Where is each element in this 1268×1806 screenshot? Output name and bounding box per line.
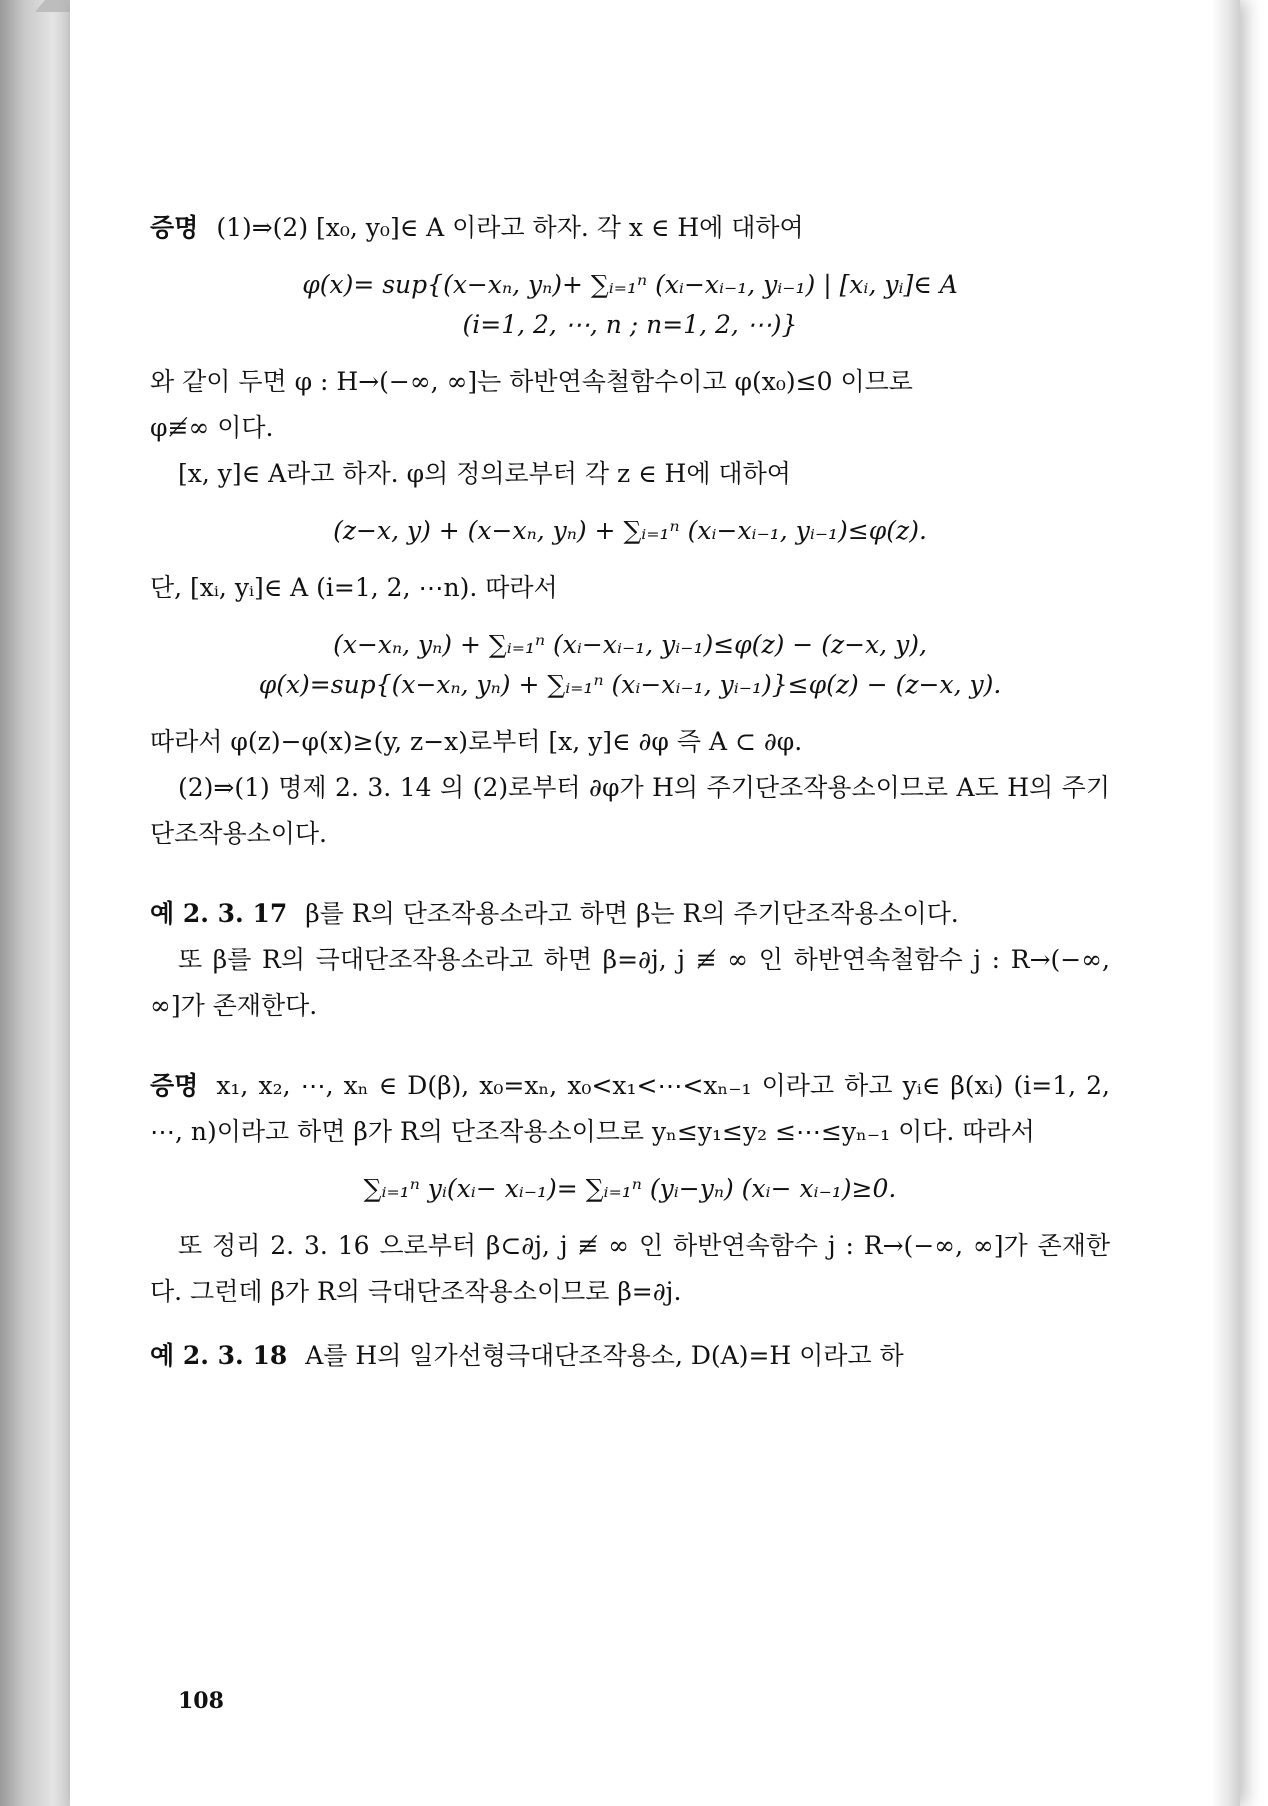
page-number: 108 <box>178 1688 224 1714</box>
equation-4-line: ∑ᵢ₌₁ⁿ yᵢ(xᵢ− xᵢ₋₁)= ∑ᵢ₌₁ⁿ (yᵢ−yₙ) (xᵢ− xᵢ₋₁)≥0. <box>363 1174 897 1203</box>
example17-label: 예 2. 3. 17 <box>150 899 288 928</box>
proof2-label: 증명 <box>150 1071 199 1100</box>
spacer <box>150 1029 1110 1063</box>
proof1-after-eq1 <box>150 359 1110 451</box>
proof1-intro-text: (1)⇒(2) [x₀, y₀]∈ A 이라고 하자. 각 x ∈ H에 대하여 <box>216 213 804 242</box>
proof2-text-1: x₁, x₂, ⋯, xₙ ∈ D(β), x₀=xₙ, x₀<x₁<⋯<xₙ₋₁ 이라고 하고 yᵢ∈ β(xᵢ) (i=1, 2, ⋯, n)이라고 하면 β가 R의 단조작용소이므로 yₙ≤y₁≤y₂ ≤⋯≤yₙ₋₁ 이다. 따라서 <box>150 1071 1110 1146</box>
example17-text-1: β를 R의 단조작용소라고 하면 β는 R의 주기단조작용소이다. <box>305 899 959 928</box>
example17-paragraph-2: 또 β를 R의 극대단조작용소라고 하면 β=∂j, j ≢ ∞ 인 하반연속철함수 j : R→(−∞, ∞]가 존재한다. <box>150 945 1110 1020</box>
proof1-after-eq1-a: 와 같이 두면 φ : H→(−∞, ∞]는 하반연속철함수이고 φ(x₀)≤0 이므로 <box>150 367 913 396</box>
equation-1-line-2: (i=1, 2, ⋯, n ; n=1, 2, ⋯)} <box>462 310 798 339</box>
proof1-paragraph-2: [x, y]∈ A라고 하자. φ의 정의로부터 각 z ∈ H에 대하여 <box>178 459 791 488</box>
example18-label: 예 2. 3. 18 <box>150 1341 288 1370</box>
proof2-paragraph-1 <box>150 1063 1110 1155</box>
equation-2-line: (z−x, y) + (x−xₙ, yₙ) + ∑ᵢ₌₁ⁿ (xᵢ−xᵢ₋₁, yᵢ₋₁)≤φ(z). <box>333 516 927 545</box>
spacer <box>150 1315 1110 1333</box>
equation-4 <box>150 1169 1110 1209</box>
equation-3-line-2: φ(x)=sup{(x−xₙ, yₙ) + ∑ᵢ₌₁ⁿ (xᵢ−xᵢ₋₁, yᵢ₋₁)}≤φ(z) − (z−x, y). <box>258 670 1002 699</box>
page-content <box>150 205 1110 1379</box>
proof1-paragraph-4: 따라서 φ(z)−φ(x)≥(y, z−x)로부터 [x, y]∈ ∂φ 즉 A ⊂ ∂φ. <box>150 727 803 756</box>
proof1-paragraph-3: 단, [xᵢ, yᵢ]∈ A (i=1, 2, ⋯n). 따라서 <box>150 573 558 602</box>
book-spine <box>0 0 70 1806</box>
spacer <box>150 857 1110 891</box>
equation-3 <box>150 625 1110 705</box>
equation-1 <box>150 265 1110 345</box>
equation-1-line-1: φ(x)= sup{(x−xₙ, yₙ)+ ∑ᵢ₌₁ⁿ (xᵢ−xᵢ₋₁, yᵢ₋₁) | [xᵢ, yᵢ]∈ A <box>302 270 958 299</box>
proof1-after-eq1-b: φ≢∞ 이다. <box>150 413 274 442</box>
example17-paragraph-1 <box>150 891 1110 937</box>
proof1-intro <box>150 205 1110 251</box>
page-edge <box>1212 0 1240 1806</box>
proof1-label: 증명 <box>150 213 199 242</box>
equation-2 <box>150 511 1110 551</box>
example18-paragraph <box>150 1333 1110 1379</box>
equation-3-line-1: (x−xₙ, yₙ) + ∑ᵢ₌₁ⁿ (xᵢ−xᵢ₋₁, yᵢ₋₁)≤φ(z) − (z−x, y), <box>333 630 927 659</box>
proof2-paragraph-2: 또 정리 2. 3. 16 으로부터 β⊂∂j, j ≢ ∞ 인 하반연속함수 j : R→(−∞, ∞]가 존재한다. 그런데 β가 R의 극대단조작용소이므로 β=∂j. <box>150 1231 1110 1306</box>
example18-text: A를 H의 일가선형극대단조작용소, D(A)=H 이라고 하 <box>305 1341 904 1370</box>
proof1-paragraph-5: (2)⇒(1) 명제 2. 3. 14 의 (2)로부터 ∂φ가 H의 주기단조작용소이므로 A도 H의 주기단조작용소이다. <box>150 773 1110 848</box>
